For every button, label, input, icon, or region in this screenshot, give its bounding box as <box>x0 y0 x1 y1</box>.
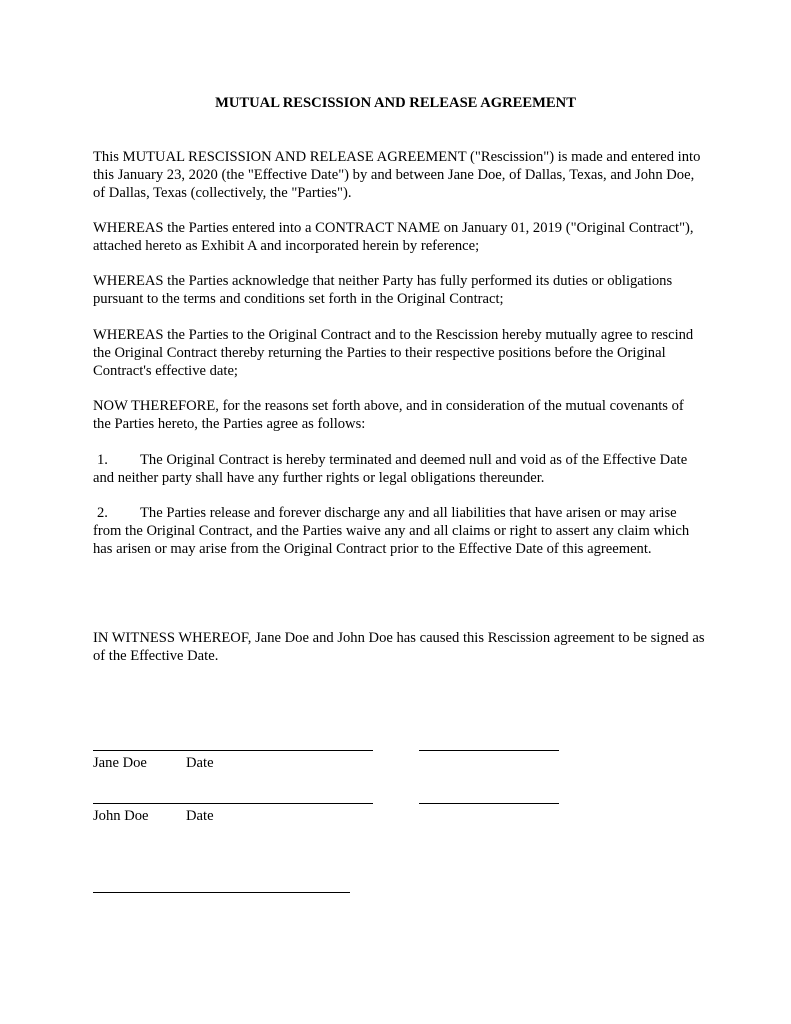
signer-date-label-john-doe: Date <box>186 808 214 824</box>
witness-paragraph: IN WITNESS WHEREOF, Jane Doe and John Doe has caused this Rescission agreement to be signed as of the Effective Date. <box>93 630 705 664</box>
clause-text: The Original Contract is hereby terminated and deemed null and void as of the Effective Date and neither party shall have any further rights or legal obligations thereunder. <box>93 452 688 486</box>
signature-line-jane-doe[interactable] <box>93 750 373 751</box>
signature-line-john-doe[interactable] <box>93 803 373 804</box>
date-line-john-doe[interactable] <box>419 803 559 804</box>
extra-signature-line[interactable] <box>93 892 350 893</box>
whereas-paragraph-3: WHEREAS the Parties to the Original Contract and to the Rescission hereby mutually agree to rescind the Original Contract thereby returning the Parties to their respective positions before the Original Contract's effective date; <box>93 327 694 379</box>
clause-1 <box>93 451 705 487</box>
whereas-paragraph-2: WHEREAS the Parties acknowledge that neither Party has fully performed its duties or obligations pursuant to the terms and conditions set forth in the Original Contract; <box>93 273 673 307</box>
signer-name-john-doe: John Doe <box>93 808 149 824</box>
clause-2 <box>93 504 705 558</box>
clause-text: The Parties release and forever discharge any and all liabilities that have arisen or may arise from the Original Contract, and the Parties waive any and all claims or right to assert any claim which has arisen or may arise from the Original Contract prior to the Effective Date of this agreement. <box>93 505 690 557</box>
intro-paragraph: This MUTUAL RESCISSION AND RELEASE AGREEMENT ("Rescission") is made and entered into this January 23, 2020 (the "Effective Date") by and between Jane Doe, of Dallas, Texas, and John Doe, of Dallas, Texas (collectively, the "Parties"). <box>93 149 701 201</box>
clause-number: 2. <box>97 505 108 521</box>
whereas-paragraph-1: WHEREAS the Parties entered into a CONTRACT NAME on January 01, 2019 ("Original Contract"), attached hereto as Exhibit A and incorporated herein by reference; <box>93 220 694 254</box>
signer-date-label-jane-doe: Date <box>186 755 214 771</box>
clause-number: 1. <box>97 452 108 468</box>
date-line-jane-doe[interactable] <box>419 750 559 751</box>
document-title: MUTUAL RESCISSION AND RELEASE AGREEMENT <box>215 95 576 111</box>
now-therefore-paragraph: NOW THEREFORE, for the reasons set forth above, and in consideration of the mutual covenants of the Parties hereto, the Parties agree as follows: <box>93 398 684 432</box>
signer-name-jane-doe: Jane Doe <box>93 755 147 771</box>
